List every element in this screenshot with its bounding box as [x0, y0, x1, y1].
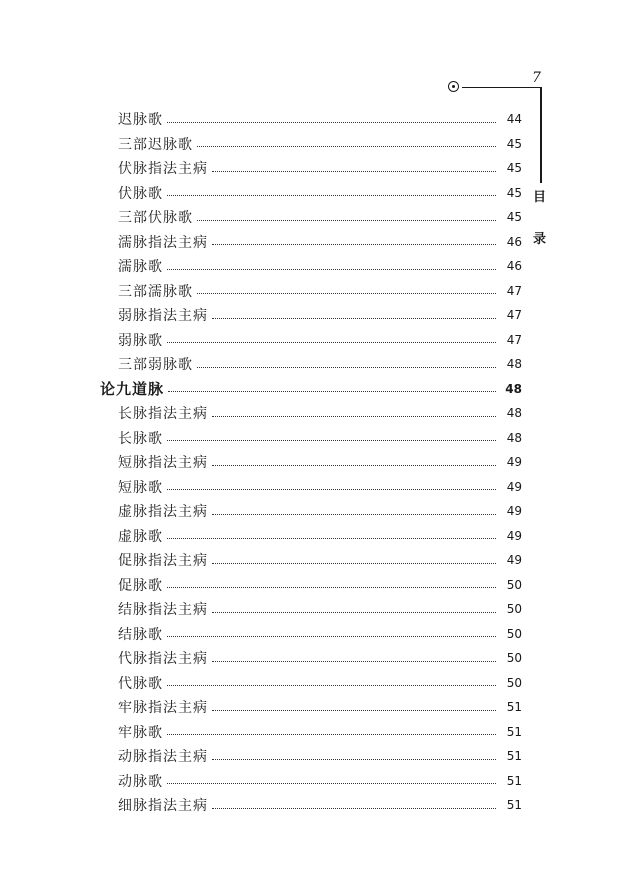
toc-entry[interactable]: [100, 328, 522, 353]
toc-dot-leader: [167, 636, 496, 637]
toc-dot-leader: [167, 489, 496, 490]
toc-entry[interactable]: [100, 622, 522, 647]
toc-dot-leader: [212, 563, 496, 564]
toc-entry[interactable]: [100, 254, 522, 279]
toc-entry-title: 三部迟脉歌: [118, 136, 193, 153]
toc-dot-leader: [167, 269, 496, 270]
toc-entry-title: 长脉歌: [118, 430, 163, 447]
side-rule: [540, 87, 542, 183]
toc-dot-leader: [197, 220, 496, 221]
toc-dot-leader: [212, 759, 496, 760]
toc-entry-title: 三部弱脉歌: [118, 357, 193, 374]
toc-dot-leader: [197, 293, 496, 294]
toc-dot-leader: [167, 342, 496, 343]
toc-entry-page: 47: [506, 308, 522, 323]
header-rule: [462, 87, 540, 88]
toc-entry-title: 促脉歌: [118, 577, 163, 594]
toc-entry-title: 三部濡脉歌: [118, 283, 193, 300]
toc-entry-title: 濡脉指法主病: [118, 234, 208, 251]
toc-entry-page: 46: [506, 259, 522, 274]
toc-entry[interactable]: [100, 205, 522, 230]
toc-entry-title: 牢脉指法主病: [118, 700, 208, 717]
toc-dot-leader: [212, 661, 496, 662]
side-label-top: 目: [533, 190, 547, 205]
toc-entry-page: 49: [506, 528, 522, 543]
toc-entry-title: 濡脉歌: [118, 259, 163, 276]
toc-entry-page: 46: [506, 234, 522, 249]
toc-dot-leader: [197, 367, 496, 368]
toc-entry[interactable]: [100, 475, 522, 500]
toc-entry[interactable]: [100, 499, 522, 524]
toc-entry-title: 细脉指法主病: [118, 798, 208, 815]
toc-entry-title: 短脉歌: [118, 479, 163, 496]
toc-entry[interactable]: [100, 352, 522, 377]
toc-entry-page: 48: [505, 381, 522, 396]
toc-dot-leader: [212, 710, 496, 711]
toc-entry-title: 虚脉歌: [118, 528, 163, 545]
toc-dot-leader: [212, 416, 496, 417]
toc-dot-leader: [212, 808, 496, 809]
toc-entry-page: 48: [506, 357, 522, 372]
toc-entry-title: 虚脉指法主病: [118, 504, 208, 521]
toc-entry-page: 47: [506, 283, 522, 298]
toc-entry[interactable]: [100, 450, 522, 475]
toc-entry-page: 49: [506, 553, 522, 568]
toc-entry-page: 45: [506, 136, 522, 151]
toc-entry-title: 代脉歌: [118, 675, 163, 692]
toc-entry-title: 长脉指法主病: [118, 406, 208, 423]
toc-dot-leader: [212, 465, 496, 466]
toc-entry[interactable]: [100, 426, 522, 451]
toc-entry-title: 迟脉歌: [118, 112, 163, 129]
toc-entry-title: 动脉歌: [118, 773, 163, 790]
toc-entry-title: 伏脉歌: [118, 185, 163, 202]
toc-dot-leader: [167, 685, 496, 686]
toc-entry-title: 弱脉指法主病: [118, 308, 208, 325]
toc-entry[interactable]: [100, 597, 522, 622]
toc-entry-page: 45: [506, 210, 522, 225]
toc-entry-page: 47: [506, 332, 522, 347]
toc-entry[interactable]: [100, 181, 522, 206]
toc-entry[interactable]: [100, 548, 522, 573]
toc-entry-title: 动脉指法主病: [118, 749, 208, 766]
table-of-contents: [100, 107, 522, 818]
toc-entry-page: 49: [506, 504, 522, 519]
toc-dot-leader: [167, 783, 496, 784]
toc-entry-page: 50: [506, 651, 522, 666]
toc-dot-leader: [167, 587, 496, 588]
toc-entry-page: 49: [506, 479, 522, 494]
toc-dot-leader: [167, 734, 496, 735]
toc-entry[interactable]: [100, 573, 522, 598]
toc-entry[interactable]: [100, 671, 522, 696]
toc-entry-page: 50: [506, 626, 522, 641]
toc-entry-page: 51: [506, 773, 522, 788]
toc-entry[interactable]: [100, 720, 522, 745]
toc-entry[interactable]: [100, 524, 522, 549]
toc-entry-title: 论九道脉: [100, 380, 165, 399]
toc-entry-title: 三部伏脉歌: [118, 210, 193, 227]
toc-entry-page: 51: [506, 700, 522, 715]
toc-dot-leader: [168, 391, 496, 392]
toc-entry[interactable]: [100, 695, 522, 720]
toc-entry[interactable]: [100, 132, 522, 157]
toc-entry-page: 50: [506, 602, 522, 617]
toc-entry-page: 48: [506, 430, 522, 445]
toc-entry-page: 44: [506, 112, 522, 127]
toc-entry[interactable]: [100, 377, 522, 402]
toc-entry[interactable]: [100, 156, 522, 181]
toc-entry-page: 51: [506, 724, 522, 739]
toc-entry-title: 结脉指法主病: [118, 602, 208, 619]
toc-entry[interactable]: [100, 744, 522, 769]
toc-entry-page: 50: [506, 577, 522, 592]
toc-entry-page: 50: [506, 675, 522, 690]
page-number: 7: [532, 70, 541, 86]
toc-entry-page: 49: [506, 455, 522, 470]
toc-entry[interactable]: [100, 793, 522, 818]
toc-entry-page: 45: [506, 185, 522, 200]
toc-dot-leader: [212, 244, 496, 245]
toc-entry-title: 短脉指法主病: [118, 455, 208, 472]
toc-dot-leader: [167, 122, 496, 123]
toc-dot-leader: [212, 318, 496, 319]
toc-entry[interactable]: [100, 646, 522, 671]
toc-entry-title: 结脉歌: [118, 626, 163, 643]
header-ornament-icon: [448, 81, 459, 92]
toc-entry[interactable]: [100, 279, 522, 304]
toc-entry[interactable]: [100, 107, 522, 132]
toc-entry-page: 48: [506, 406, 522, 421]
toc-entry-title: 伏脉指法主病: [118, 161, 208, 178]
toc-dot-leader: [167, 538, 496, 539]
toc-entry[interactable]: [100, 769, 522, 794]
toc-entry[interactable]: [100, 230, 522, 255]
toc-entry[interactable]: [100, 303, 522, 328]
toc-dot-leader: [167, 195, 496, 196]
toc-dot-leader: [212, 171, 496, 172]
toc-entry-page: 45: [506, 161, 522, 176]
toc-dot-leader: [167, 440, 496, 441]
toc-entry-page: 51: [506, 749, 522, 764]
toc-dot-leader: [197, 146, 496, 147]
toc-entry[interactable]: [100, 401, 522, 426]
side-label-bottom: 录: [533, 232, 547, 247]
toc-entry-title: 促脉指法主病: [118, 553, 208, 570]
toc-dot-leader: [212, 514, 496, 515]
toc-entry-title: 牢脉歌: [118, 724, 163, 741]
toc-entry-page: 51: [506, 798, 522, 813]
toc-entry-title: 弱脉歌: [118, 332, 163, 349]
toc-entry-title: 代脉指法主病: [118, 651, 208, 668]
toc-dot-leader: [212, 612, 496, 613]
